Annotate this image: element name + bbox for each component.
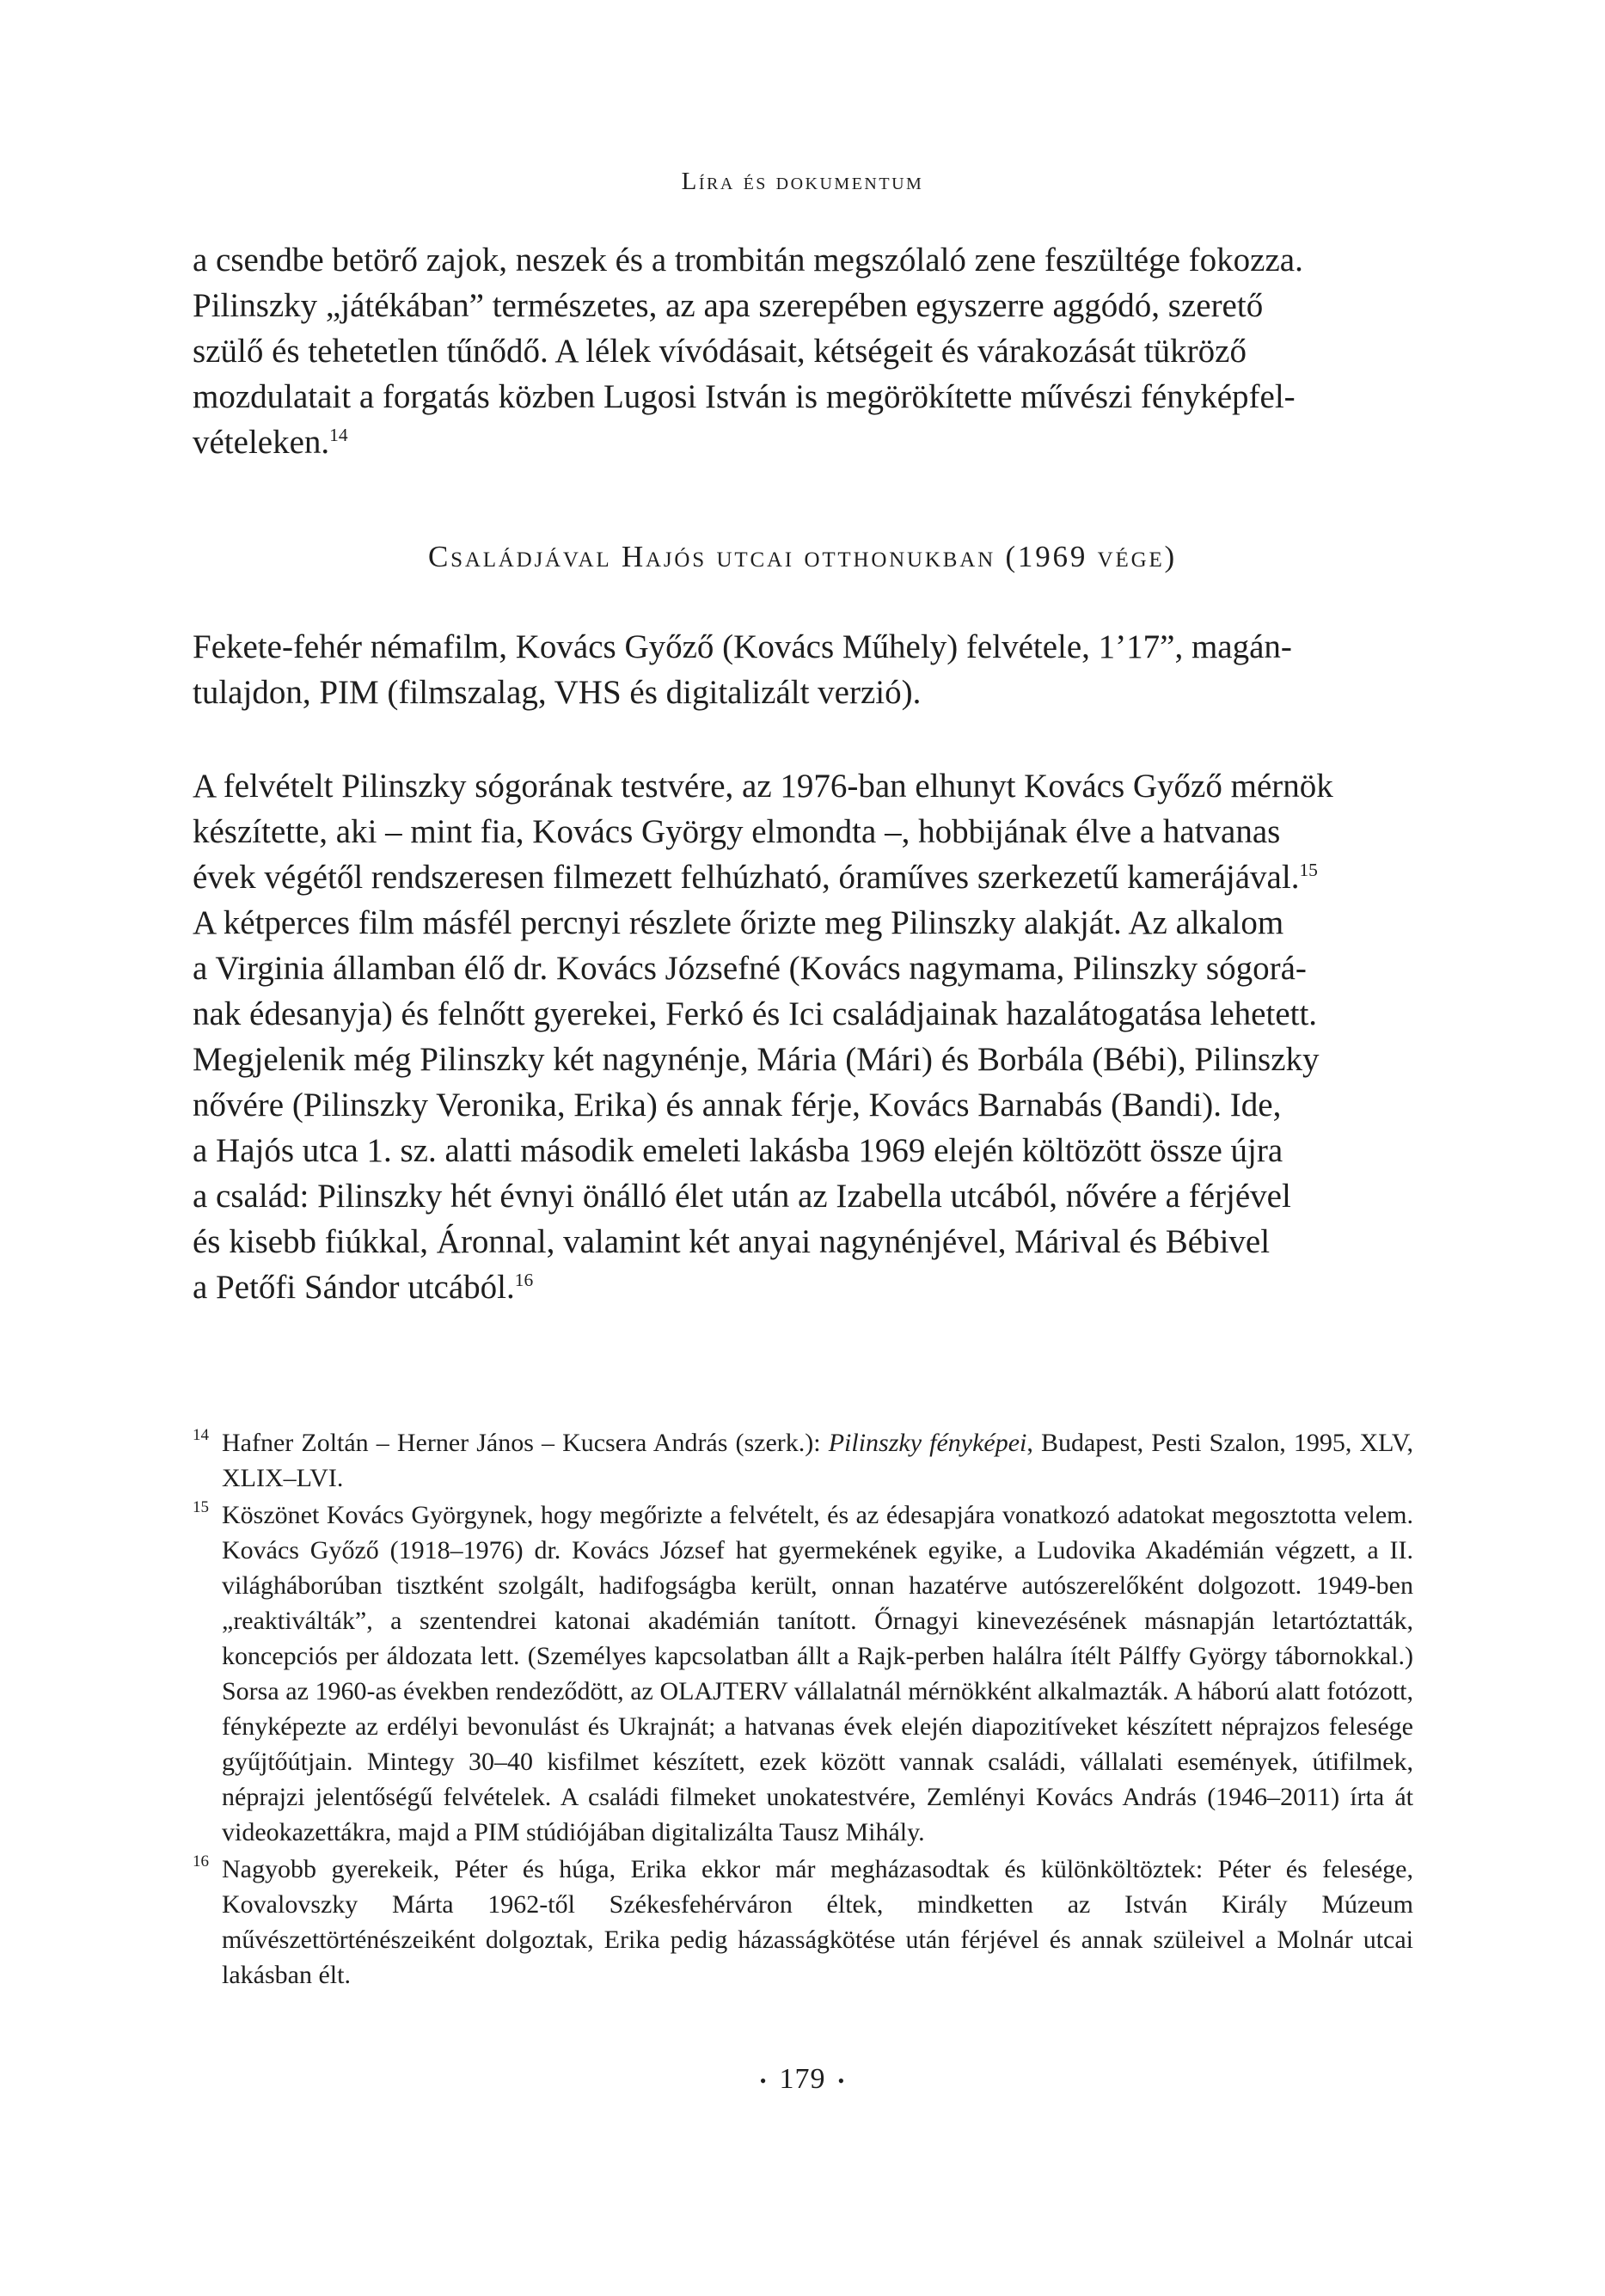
footnote-14: 14 Hafner Zoltán – Herner János – Kucsera András (szerk.): Pilinszky fényképei, Budapest, Pesti Szalon, 1995, XLV, XLIX–LVI. (193, 1426, 1414, 1492)
paragraph-continuation: a csendbe betörő zajok, neszek és a trombitán megszólaló zene feszültége fokozza. Pilinszky „játékában” természetes, az apa szerepében egyszerre aggódó, szerető szülő és tehetetlen tűnődő. A lélek vívódásait, kétségeit és várakozását tükröző mozdulatait a forgatás közben Lugosi István is megörökítette művészi fényképfel- vételeken.$^{14}$ (193, 242, 1303, 461)
footnote-ref-14[interactable]: 14 (329, 425, 348, 445)
book-title: Pilinszky fényképei (828, 1429, 1027, 1457)
page-number (0, 2063, 1605, 2096)
footnote-15: 15 Köszönet Kovács Györgynek, hogy megőrizte a felvételt, és az édesapjára vonatkozó adatokat megosztotta velem. Kovács Győző (1918–1976) dr. Kovács József hat gyermekének egyike, a Ludovika Akadémián végzett, a II. világháborúban tisztként szolgált, hadifogságba került, onnan hazatérve autószerelőként dolgozott. 1949-ben „reaktiválták”, a szentendrei katonai akadémián tanított. Őrnagyi kinevezésének másnapján letartóztatták, koncepciós per áldozata lett. (Személyes kapcsolatban állt a Rajk-perben halálra ítélt Pálffy György tábornokkal.) Sorsa az 1960-as években rendeződött, az OLAJTERV vállalatnál mérnökként alkalmazták. A háború alatt fotózott, fényképezte az erdélyi bevonulást és Ukrajnát; a hatvanas évek elején diapozitíveket készített néprajzos felesége gyűjtőútjain. Mintegy 30–40 kisfilmet készített, ezek között vannak családi, vállalati események, útifilmek, néprajzi jelentőségű felvételek. A családi filmeket unokatestvére, Zemlényi Kovács András (1946–2011) írta át videokazettákra, majd a PIM stúdiójában digitalizálta Tausz Mihály. (193, 1498, 1413, 1846)
footnote-16: 16 Nagyobb gyerekeik, Péter és húga, Erika ekkor már megházasodtak és különköltöztek: Péter és felesége, Kovalovszky Márta 1962-től Székesfehérváron éltek, mindketten az István Király Múzeum művészettörténészeiként dolgoztak, Erika pedig házasságkötése után férjével és annak szüleivel a Molnár utcai lakásban élt. (193, 1852, 1413, 1989)
paragraph-main: A felvételt Pilinszky sógorának testvére, az 1976-ban elhunyt Kovács Győző mérnök készítette, aki – mint fia, Kovács György elmondta –, hobbijának élve a hatvanas évek végétől rendszeresen filmezett felhúzható, óraműves szerkezetű kamerájával.$^{15}$ A kétperces film másfél percnyi részlete őrizte meg Pilinszky alakját. Az alkalom a Virginia államban élő dr. Kovács Józsefné (Kovács nagymama, Pilinszky sógorá- nak édesanyja) és felnőtt gyerekei, Ferkó és Ici családjainak hazalátogatása lehetett. Megjelenik még Pilinszky két nagynénje, Mária (Mári) és Borbála (Bébi), Pilinszky nővére (Pilinszky Veronika, Erika) és annak férje, Kovács Barnabás (Bandi). Ide, a Hajós utca 1. sz. alatti második emeleti lakásba 1969 elején költözött össze újra a család: Pilinszky hét évnyi önálló élet után az Izabella utcából, nővére a férjével és kisebb fiúkkal, Áronnal, valamint két anyai nagynénjével, Márival és Bébivel a Petőfi Sándor utcából.$^{16}$ (193, 768, 1333, 1306)
running-head: Líra és dokumentum (681, 168, 924, 195)
footnote-number: 14 (193, 1426, 209, 1444)
footnote-ref-15[interactable]: 15 (1299, 860, 1318, 880)
film-info: Fekete-fehér némafilm, Kovács Győző (Kovács Műhely) felvétele, 1’17”, magán- tulajdon, PIM (filmszalag, VHS és digitalizált verzió). (193, 628, 1292, 711)
footnote-number: 16 (193, 1852, 209, 1870)
page-number-value: 179 (779, 2063, 826, 2095)
footnote-number: 15 (193, 1498, 209, 1516)
footnote-ref-16[interactable]: 16 (514, 1270, 534, 1290)
bullet-ornament-left: • (759, 2070, 768, 2092)
footnotes (193, 1425, 1413, 1994)
section-heading: Családjával Hajós utcai otthonukban (1969 vége) (428, 540, 1177, 573)
bullet-ornament-right: • (837, 2070, 846, 2092)
